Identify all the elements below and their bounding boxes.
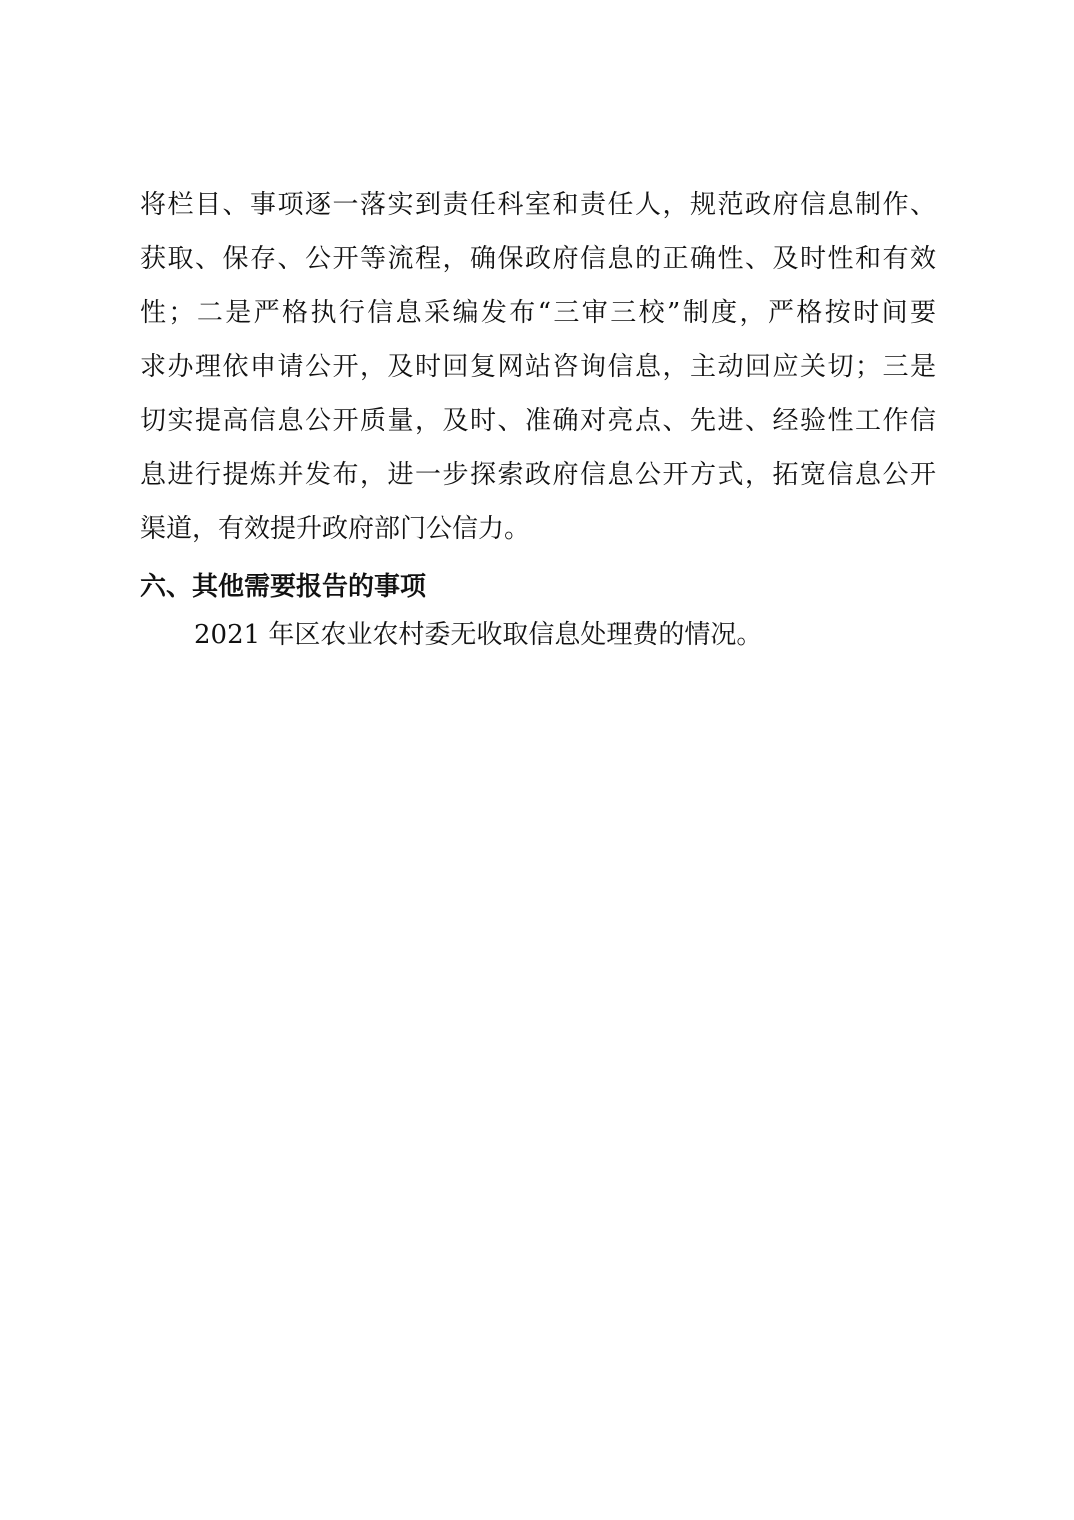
paragraph-line-1: 将栏目、事项逐一落实到责任科室和责任人，规范政府信息制作、 [140,190,936,220]
paragraph-line-3: 性；二是严格执行信息采编发布“三审三校”制度，严格按时间要 [140,298,936,328]
section-heading: 六、其他需要报告的事项 [140,572,427,602]
paragraph-line-7: 渠道，有效提升政府部门公信力。 [140,514,531,544]
paragraph-line-5: 切实提高信息公开质量，及时、准确对亮点、先进、经验性工作信 [140,406,936,436]
section-body: 2021 年区农业农村委无收取信息处理费的情况。 [194,620,763,650]
paragraph-line-6: 息进行提炼并发布，进一步探索政府信息公开方式，拓宽信息公开 [140,460,936,490]
paragraph-line-2: 获取、保存、公开等流程，确保政府信息的正确性、及时性和有效 [140,244,936,274]
paragraph-line-4: 求办理依申请公开，及时回复网站咨询信息，主动回应关切；三是 [140,352,936,382]
